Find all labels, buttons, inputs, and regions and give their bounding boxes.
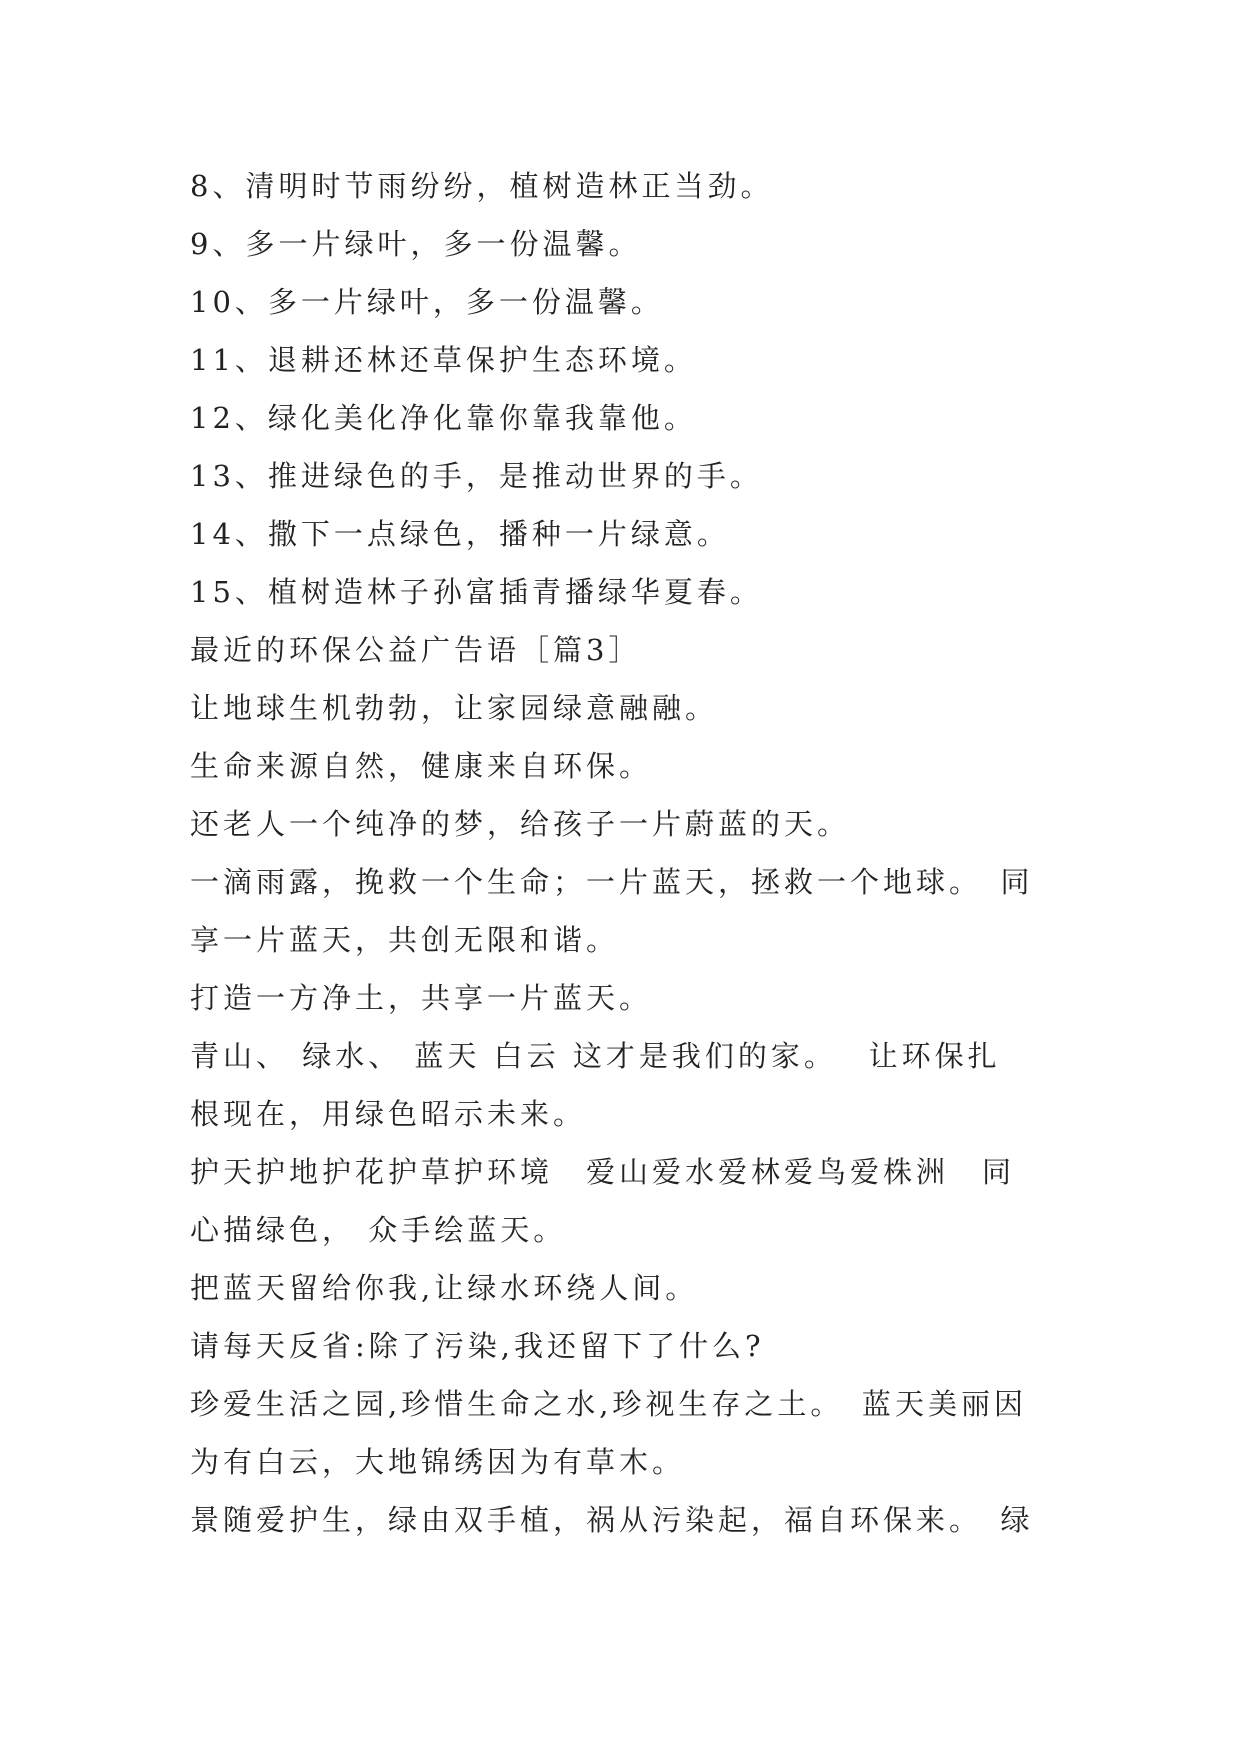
text-line: 为有白云，大地锦绣因为有草木。 <box>190 1445 686 1479</box>
text-line: 请每天反省:除了污染,我还留下了什么? <box>190 1329 765 1363</box>
text-line: 还老人一个纯净的梦，给孩子一片蔚蓝的天。 <box>190 807 851 841</box>
text-line: 把蓝天留给你我,让绿水环绕人间。 <box>190 1271 699 1305</box>
list-item-15: 15、植树造林子孙富插青播绿华夏春。 <box>190 575 763 609</box>
list-item-13: 13、推进绿色的手，是推动世界的手。 <box>190 459 763 493</box>
text-line: 景随爱护生，绿由双手植，祸从污染起，福自环保来。 绿 <box>190 1503 1034 1537</box>
text-line: 让地球生机勃勃，让家园绿意融融。 <box>190 691 719 725</box>
text-line: 一滴雨露，挽救一个生命；一片蓝天，拯救一个地球。 同 <box>190 865 1034 899</box>
text-line: 心描绿色， 众手绘蓝天。 <box>190 1213 567 1247</box>
list-item-10: 10、多一片绿叶，多一份温馨。 <box>190 285 664 319</box>
text-line: 青山、 绿水、 蓝天 白云 这才是我们的家。 让环保扎 <box>190 1039 1001 1073</box>
list-item-9: 9、多一片绿叶，多一份温馨。 <box>190 227 642 261</box>
text-line: 享一片蓝天，共创无限和谐。 <box>190 923 620 957</box>
list-item-8: 8、清明时节雨纷纷，植树造林正当劲。 <box>190 169 774 203</box>
section-heading: 最近的环保公益广告语［篇3］ <box>190 633 642 667</box>
text-line: 打造一方净土，共享一片蓝天。 <box>190 981 653 1015</box>
body-text <box>190 157 1060 1549</box>
text-line: 珍爱生活之园,珍惜生命之水,珍视生存之土。 蓝天美丽因 <box>190 1387 1027 1421</box>
list-item-11: 11、退耕还林还草保护生态环境。 <box>190 343 697 377</box>
text-line: 根现在，用绿色昭示未来。 <box>190 1097 587 1131</box>
text-line: 生命来源自然，健康来自环保。 <box>190 749 653 783</box>
list-item-14: 14、撒下一点绿色，播种一片绿意。 <box>190 517 730 551</box>
list-item-12: 12、绿化美化净化靠你靠我靠他。 <box>190 401 697 435</box>
text-line: 护天护地护花护草护环境 爱山爱水爱林爱鸟爱株洲 同 <box>190 1155 1016 1189</box>
